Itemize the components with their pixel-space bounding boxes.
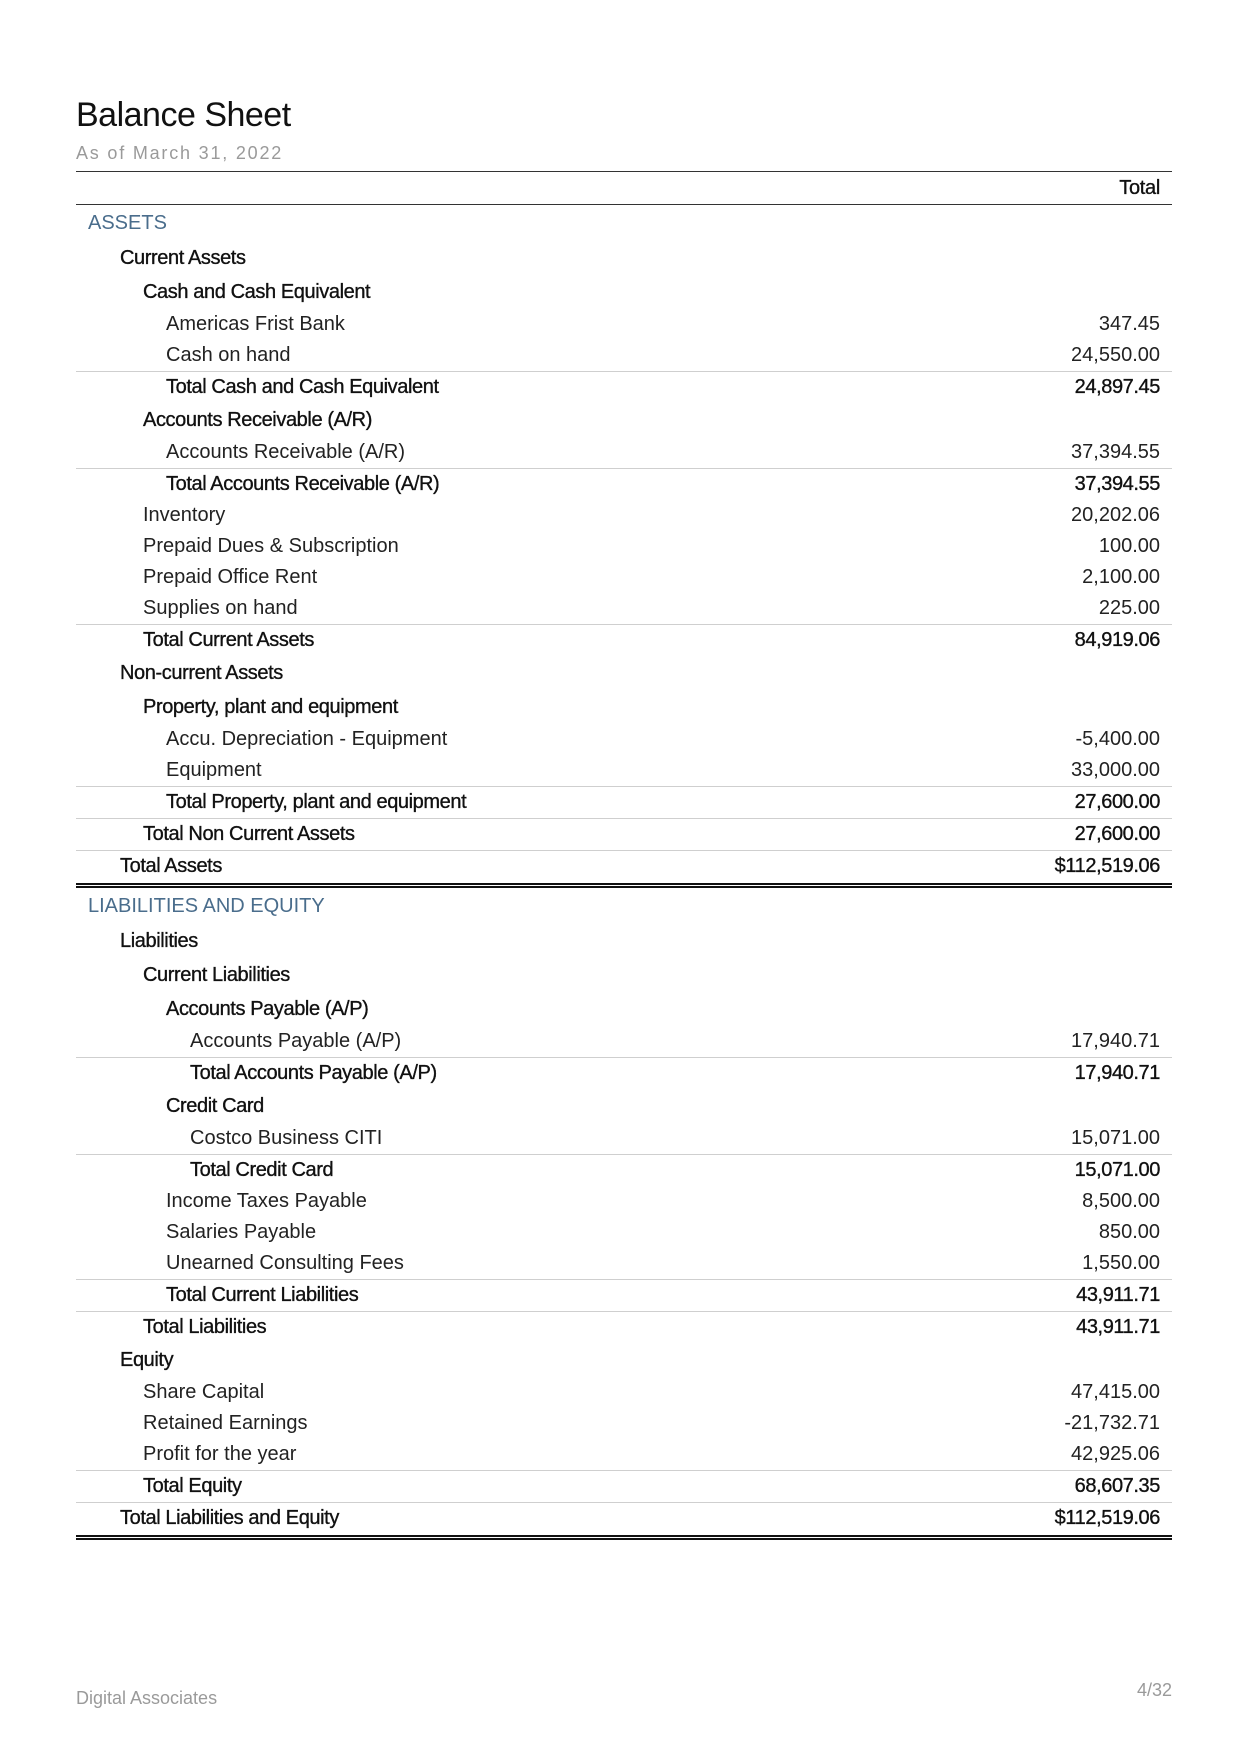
row-amount: $112,519.06 — [1054, 854, 1160, 877]
row-label: Total Assets — [120, 854, 222, 877]
row-label: Share Capital — [143, 1381, 265, 1403]
row-label: Liabilities — [120, 929, 198, 952]
row-amount: $112,519.06 — [1054, 1506, 1160, 1529]
row-label: Accounts Payable (A/P) — [166, 997, 369, 1020]
row-label: Supplies on hand — [143, 597, 298, 619]
line-item — [76, 1217, 1172, 1248]
grand-total-row — [76, 1502, 1172, 1540]
row-label: Americas Frist Bank — [166, 313, 345, 335]
row-amount: 27,600.00 — [1074, 823, 1160, 845]
line-item — [76, 562, 1172, 593]
row-label: Cash and Cash Equivalent — [143, 280, 371, 303]
line-item — [76, 724, 1172, 755]
row-label: Total Credit Card — [190, 1159, 334, 1181]
subtotal-row — [76, 818, 1172, 850]
row-amount: 17,940.71 — [1071, 1030, 1160, 1052]
group-heading — [76, 275, 1172, 309]
line-item — [76, 340, 1172, 371]
line-item — [76, 531, 1172, 562]
row-label: Total Accounts Receivable (A/R) — [166, 473, 440, 495]
row-amount: 850.00 — [1098, 1221, 1160, 1243]
row-label: Equipment — [166, 759, 262, 781]
row-label: Salaries Payable — [166, 1221, 317, 1243]
group-heading — [76, 992, 1172, 1026]
group-heading — [76, 1089, 1172, 1123]
column-header-total: Total — [1119, 176, 1160, 199]
row-label: Total Current Assets — [143, 629, 314, 651]
row-amount: 43,911.71 — [1076, 1284, 1160, 1306]
group-heading — [76, 656, 1172, 690]
line-item — [76, 309, 1172, 340]
row-label: Prepaid Dues & Subscription — [143, 535, 399, 557]
row-amount: 47,415.00 — [1071, 1381, 1160, 1403]
group-heading — [76, 958, 1172, 992]
subtotal-row — [76, 1154, 1172, 1186]
subtotal-row — [76, 624, 1172, 656]
row-amount: 27,600.00 — [1074, 791, 1160, 813]
line-item — [76, 1248, 1172, 1279]
row-label: Retained Earnings — [143, 1412, 308, 1434]
line-item — [76, 1186, 1172, 1217]
row-amount: 20,202.06 — [1071, 504, 1160, 526]
row-amount: 24,550.00 — [1071, 344, 1160, 366]
line-item — [76, 500, 1172, 531]
row-label: Total Current Liabilities — [166, 1284, 359, 1306]
row-amount: 225.00 — [1098, 597, 1160, 619]
row-amount: 84,919.06 — [1074, 629, 1160, 651]
line-item — [76, 1026, 1172, 1057]
row-label: Property, plant and equipment — [143, 695, 398, 718]
row-amount: 37,394.55 — [1074, 473, 1160, 495]
footer-page-number: 4/32 — [1136, 1680, 1172, 1700]
row-label: Non-current Assets — [120, 661, 283, 684]
section-heading — [76, 205, 1172, 241]
row-label: Prepaid Office Rent — [143, 566, 318, 588]
group-heading — [76, 241, 1172, 275]
line-item — [76, 1377, 1172, 1408]
subtotal-row — [76, 786, 1172, 818]
group-heading — [76, 924, 1172, 958]
row-label: Profit for the year — [143, 1443, 297, 1465]
row-amount: 15,071.00 — [1071, 1127, 1160, 1149]
footer-company: Digital Associates — [76, 1688, 218, 1708]
line-item — [76, 1123, 1172, 1154]
row-amount: 1,550.00 — [1082, 1252, 1160, 1274]
row-label: Equity — [120, 1348, 174, 1371]
subtotal-row — [76, 1470, 1172, 1502]
row-label: Total Liabilities and Equity — [120, 1506, 339, 1529]
row-label: Total Accounts Payable (A/P) — [190, 1062, 437, 1084]
line-item — [76, 593, 1172, 624]
group-heading — [76, 1343, 1172, 1377]
row-amount: 43,911.71 — [1076, 1316, 1160, 1338]
row-label: Accu. Depreciation - Equipment — [166, 728, 448, 750]
subtotal-row — [76, 1057, 1172, 1089]
row-label: Total Property, plant and equipment — [166, 791, 467, 813]
row-amount: 42,925.06 — [1071, 1443, 1160, 1465]
column-header — [76, 171, 1172, 205]
table-body — [76, 205, 1172, 1540]
line-item — [76, 1408, 1172, 1439]
row-label: Total Equity — [143, 1475, 242, 1497]
line-item — [76, 1439, 1172, 1470]
row-amount: 347.45 — [1098, 313, 1160, 335]
row-label: Unearned Consulting Fees — [166, 1252, 404, 1274]
row-label: Total Liabilities — [143, 1316, 267, 1338]
row-label: Current Assets — [120, 246, 246, 269]
row-label: Accounts Receivable (A/R) — [143, 408, 372, 431]
row-label: LIABILITIES AND EQUITY — [88, 894, 325, 917]
row-label: Cash on hand — [166, 344, 291, 366]
row-amount: -5,400.00 — [1075, 728, 1160, 750]
row-label: Total Non Current Assets — [143, 823, 355, 845]
section-heading — [76, 888, 1172, 924]
row-label: Accounts Payable (A/P) — [190, 1030, 402, 1052]
row-amount: 33,000.00 — [1071, 759, 1160, 781]
subtotal-row — [76, 1311, 1172, 1343]
row-label: Income Taxes Payable — [166, 1190, 367, 1212]
row-label: Inventory — [143, 504, 226, 526]
row-amount: 100.00 — [1098, 535, 1160, 557]
row-amount: 24,897.45 — [1074, 376, 1160, 398]
subtotal-row — [76, 468, 1172, 500]
report-date: As of March 31, 2022 — [76, 143, 284, 163]
row-label: ASSETS — [88, 211, 167, 234]
report-title: Balance Sheet — [76, 96, 291, 134]
row-amount: 37,394.55 — [1071, 441, 1160, 463]
row-label: Total Cash and Cash Equivalent — [166, 376, 439, 398]
row-label: Accounts Receivable (A/R) — [166, 441, 405, 463]
subtotal-row — [76, 1279, 1172, 1311]
line-item — [76, 755, 1172, 786]
row-amount: 8,500.00 — [1082, 1190, 1160, 1212]
group-heading — [76, 403, 1172, 437]
row-label: Current Liabilities — [143, 963, 290, 986]
row-amount: 2,100.00 — [1082, 566, 1160, 588]
line-item — [76, 437, 1172, 468]
row-amount: 17,940.71 — [1074, 1062, 1160, 1084]
grand-total-row — [76, 850, 1172, 888]
row-label: Credit Card — [166, 1094, 264, 1117]
row-amount: -21,732.71 — [1064, 1412, 1160, 1434]
row-amount: 68,607.35 — [1074, 1475, 1160, 1497]
subtotal-row — [76, 371, 1172, 403]
group-heading — [76, 690, 1172, 724]
row-label: Costco Business CITI — [190, 1127, 383, 1149]
balance-sheet-table — [76, 171, 1172, 1540]
row-amount: 15,071.00 — [1074, 1159, 1160, 1181]
